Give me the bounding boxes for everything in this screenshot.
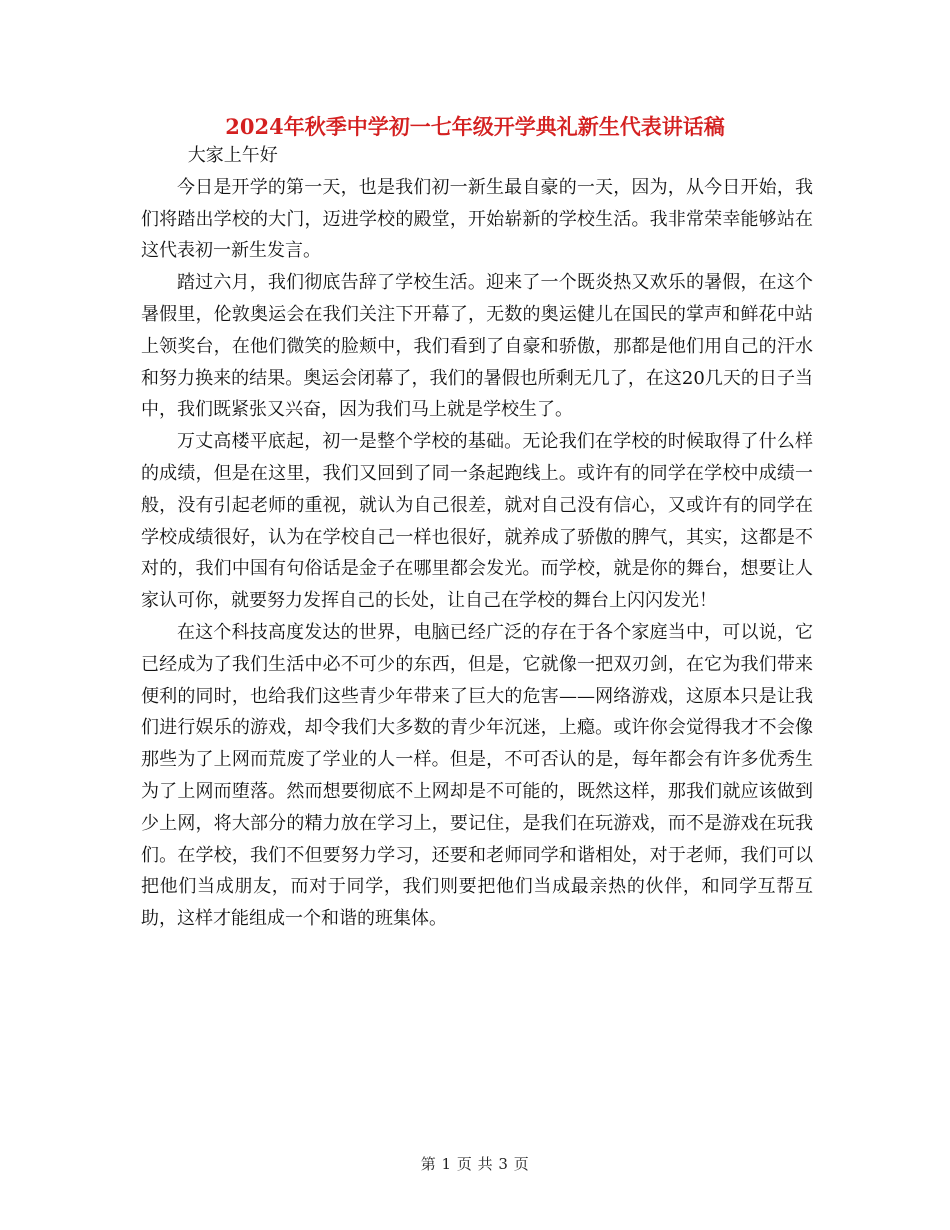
document-body — [141, 140, 813, 935]
page-footer: 第 1 页 共 3 页 — [420, 1155, 530, 1173]
paragraph-1: 今日是开学的第一天，也是我们初一新生最自豪的一天，因为，从今日开始，我们将踏出学校的大门，迈进学校的殿堂，开始崭新的学校生活。我非常荣幸能够站在这代表初一新生发言。 — [141, 176, 813, 262]
greeting-line: 大家上午好 — [187, 145, 278, 166]
document-title: 2024年秋季中学初一七年级开学典礼新生代表讲话稿 — [225, 114, 725, 139]
paragraph-3: 万丈高楼平底起，初一是整个学校的基础。无论我们在学校的时候取得了什么样的成绩，但是在这里，我们又回到了同一条起跑线上。或许有的同学在学校中成绩一般，没有引起老师的重视，就认为自己很差，就对自己没有信心，又或许有的同学在学校成绩很好，认为在学校自己一样也很好，就养成了骄傲的脾气，其实，这都是不对的，我们中国有句俗话是金子在哪里都会发光。而学校，就是你的舞台，想要让人家认可你，就要努力发挥自己的长处，让自己在学校的舞台上闪闪发光！ — [141, 431, 813, 612]
paragraph-2: 踏过六月，我们彻底告辞了学校生活。迎来了一个既炎热又欢乐的暑假，在这个暑假里，伦敦奥运会在我们关注下开幕了，无数的奥运健儿在国民的掌声和鲜花中站上领奖台，在他们微笑的脸颊中，我们看到了自豪和骄傲，那都是他们用自己的汗水和努力换来的结果。奥运会闭幕了，我们的暑假也所剩无几了，在这20几天的日子当中，我们既紧张又兴奋，因为我们马上就是学校生了。 — [141, 272, 813, 421]
paragraph-4: 在这个科技高度发达的世界，电脑已经广泛的存在于各个家庭当中，可以说，它已经成为了我们生活中必不可少的东西，但是，它就像一把双刃剑，在它为我们带来便利的同时，也给我们这些青少年带来了巨大的危害——网络游戏，这原本只是让我们进行娱乐的游戏，却令我们大多数的青少年沉迷，上瘾。或许你会觉得我才不会像那些为了上网而荒废了学业的人一样。但是，不可否认的是，每年都会有许多优秀生为了上网而堕落。然而想要彻底不上网却是不可能的，既然这样，那我们就应该做到少上网，将大部分的精力放在学习上，要记住，是我们在玩游戏，而不是游戏在玩我们。在学校，我们不但要努力学习，还要和老师同学和谐相处，对于老师，我们可以把他们当成朋友，而对于同学，我们则要把他们当成最亲热的伙伴，和同学互帮互助，这样才能组成一个和谐的班集体。 — [141, 621, 813, 930]
